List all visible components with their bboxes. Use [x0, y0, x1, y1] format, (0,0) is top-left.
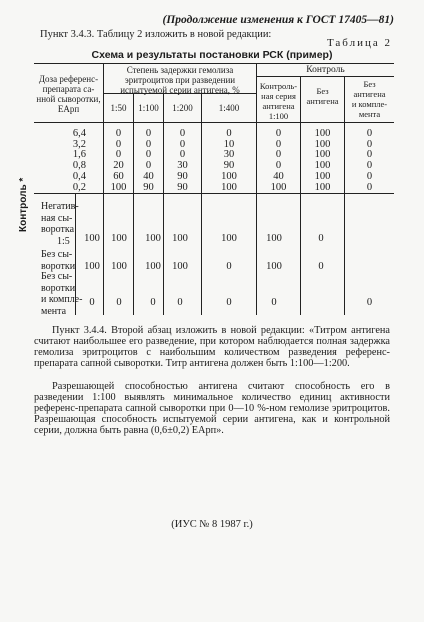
no-antigen-header: Без антигена: [306, 86, 339, 106]
table-label: Таблица 2: [326, 37, 392, 49]
control-serum-column: 0 0 0 0 40 100: [270, 128, 287, 193]
no-antigen-column: 100 100 100 100 100 100: [314, 128, 331, 193]
intro-line: Пункт 3.4.3. Таблицу 2 изложить в новой редакции:: [40, 29, 272, 40]
table-caption: Схема и результаты постановки РСК (пример): [91, 49, 333, 61]
dilution-header-1-400: 1:400: [218, 103, 240, 113]
dose-header: Доза референс- препарата са- нной сыворотки, ЕАрп: [36, 74, 101, 114]
control-header: Контроль: [306, 65, 345, 75]
continuation-header: (Продолжение изменения к ГОСТ 17405—81): [162, 14, 394, 26]
dilution-1-200-column: 0 0 0 30 90 90: [177, 128, 188, 193]
dilution-1-50-column: 0 0 0 20 60 100: [110, 128, 127, 193]
no-antigen-complement-column: 0 0 0 0 0 0: [366, 128, 373, 193]
hemolysis-degree-header: Степень задержки гемолиза эритроцитов при разведении испытуемой серии антигена, %: [120, 65, 240, 95]
ius-reference: (ИУС № 8 1987 г.): [171, 519, 253, 530]
paragraph-3-4-4: Пункт 3.4.4. Второй абзац изложить в новой редакции: «Титром антигена считают наибольшее его разведение, при котором наблюдается полная задержка гемолиза эритроцитов с наибольшим количеством разведения референс-препарата сапной сыворотки. Титр антигена должен быть 1:100—1:200.: [34, 325, 390, 369]
no-serum-complement-label: Без сы- воротки и компле- мента: [41, 271, 83, 317]
negative-serum-label: Негатив- ная сы- воротка 1:5: [41, 201, 79, 247]
dilution-header-1-50: 1:50: [110, 103, 127, 113]
paragraph-resolving-capacity: Разрешающей способностью антигена считают способность его в разведении 1:100 выявлять минимальное количество единиц активности референс-препарата сапной сыворотки при 0—10 %-ном гемолизе эритроцитов. Разрешающая способность испытуемой серии антигена, как и контрольной серии, должна быть равна (0,6±0,2) ЕАрп».: [34, 381, 390, 436]
dilution-1-100-column: 0 0 0 0 40 90: [143, 128, 154, 193]
dilution-header-1-100: 1:100: [138, 103, 159, 113]
control-section-label: Контроль *: [18, 177, 29, 232]
no-serum-label: Без сы- воротки: [41, 249, 76, 272]
dilution-header-1-200: 1:200: [172, 103, 193, 113]
control-serum-header: Контроль- ная серия антигена 1:100: [259, 81, 298, 121]
no-antigen-complement-header: Без антигена и компле- мента: [351, 79, 388, 119]
dilution-1-400-column: 0 10 30 90 100 100: [221, 128, 237, 193]
dose-column: 6,4 3,2 1,6 0,8 0,4 0,2: [72, 128, 86, 193]
